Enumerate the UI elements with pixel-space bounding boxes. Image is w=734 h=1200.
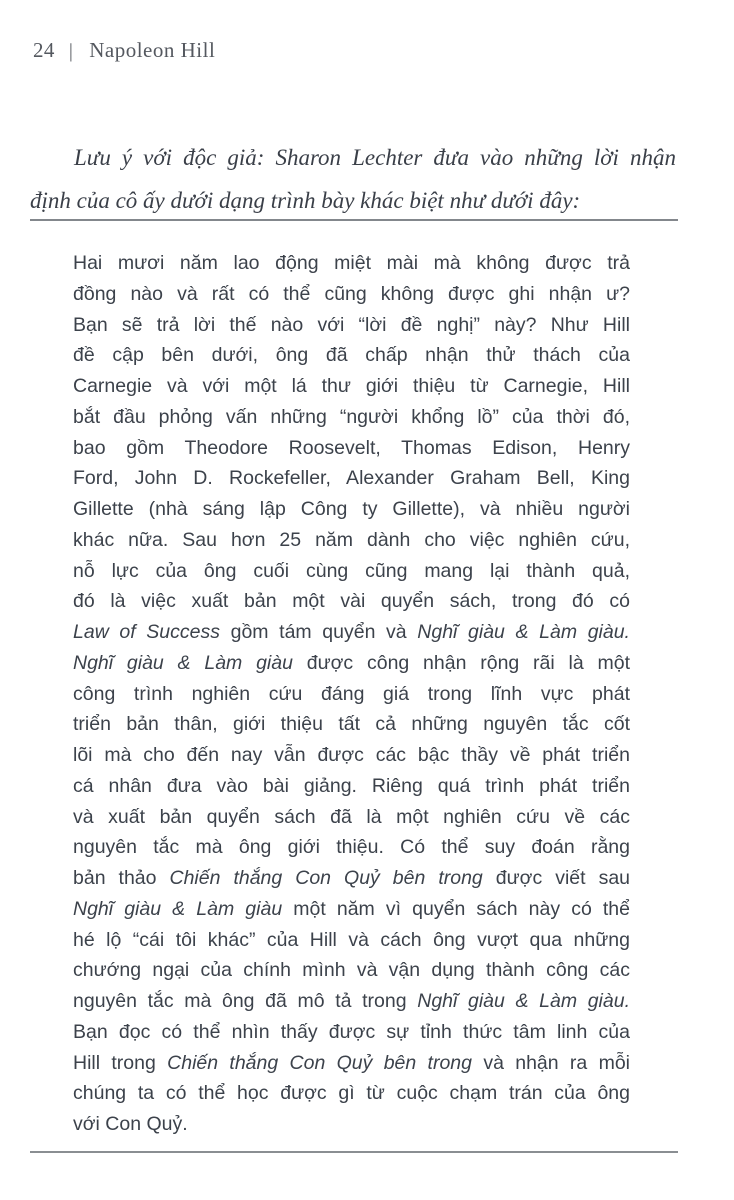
quote-text-run: Hill trong [73,1051,168,1074]
quote-text-run: chúng ta có thể học được gì từ cuộc chạm trán của ông [73,1082,630,1105]
quote-line [73,679,630,710]
quote-text-run: hé lộ “cái tôi khác” của Hill và cách ông vượt qua những [73,928,630,951]
reader-note-line: định của cô ấy dưới dạng trình bày khác biệt như dưới đây: [30,188,581,213]
quote-line [73,986,630,1017]
quote-text-run: triển bản thân, giới thiệu tất cả những nguyên tắc cốt [73,713,630,736]
quote-text-run: lõi mà cho đến nay vẫn được các bậc thầy về phát triển [73,744,630,766]
quote-text-run: nguyên tắc mà ông đã mô tả trong [73,990,418,1012]
quote-text-run: đó là việc xuất bản một vài quyển sách, trong đó có [73,590,630,613]
quote-text-run: Bạn đọc có thể nhìn thấy được sự tỉnh thức tâm linh của [73,1020,630,1043]
quote-line [73,955,630,986]
quote-line [73,340,630,371]
quote-line [73,463,630,494]
quote-line [73,586,630,617]
quote-text-run: một năm vì quyển sách này có thể [282,897,631,920]
quote-text-run: nỗ lực của ông cuối cùng cũng mang lại thành quả, [73,559,630,582]
quote-line [73,402,630,433]
quote-line [73,279,630,310]
quote-line [73,1109,630,1140]
quote-line [73,310,630,341]
quote-line [73,802,630,833]
quote-line [73,894,630,925]
quote-text-run: được viết sau [482,867,631,889]
quote-line [73,248,630,279]
quoted-commentary-block [73,248,630,1140]
quote-text-run: với Con Quỷ. [73,1113,188,1135]
quote-line [73,371,630,402]
book-title-italic: Chiến thắng Con Quỷ bên trong [169,867,483,889]
quote-text-run: bắt đầu phỏng vấn những “người khổng lồ” của thời đó, [73,405,630,428]
quote-text-run: Hai mươi năm lao động miệt mài mà không được trả [73,252,630,274]
running-head-title: Napoleon Hill [89,38,216,62]
book-title-italic: Nghĩ giàu & Làm giàu. [417,621,630,643]
quote-text-run: gồm tám quyển và [219,621,418,643]
quote-text-run: bản thảo [73,867,170,889]
book-title-italic: Law of Success [73,621,220,643]
divider-bottom [30,1151,678,1153]
quote-line [73,1078,630,1109]
reader-note-paragraph [30,136,676,222]
quote-text-run: khác nữa. Sau hơn 25 năm dành cho việc nghiên cứu, [73,528,630,551]
quote-text-run: Bạn sẽ trả lời thế nào với “lời đề nghị” này? Như Hill [73,313,630,336]
running-head [33,38,215,63]
quote-line [73,740,630,771]
quote-line [73,525,630,556]
book-title-italic: Nghĩ giàu & Làm giàu [73,651,293,674]
reader-note-line: Lưu ý với độc giả: Sharon Lechter đưa vào những lời nhận [74,145,676,170]
quote-text-run: cá nhân đưa vào bài giảng. Riêng quá trình phát triển [73,774,630,797]
quote-line [73,617,630,648]
quote-line [73,771,630,802]
book-title-italic: Nghĩ giàu & Làm giàu. [417,990,630,1012]
quote-text-run: chướng ngại của chính mình và vận dụng thành công các [73,959,630,982]
quote-text-run: công trình nghiên cứu đáng giá trong lĩnh vực phát [73,682,630,705]
quote-text-run: và nhận ra mỗi [472,1051,630,1074]
quote-text-run: nguyên tắc mà ông giới thiệu. Có thể suy đoán rằng [73,836,630,859]
book-title-italic: Nghĩ giàu & Làm giàu [73,897,283,920]
quote-line [73,1048,630,1079]
quote-text-run: Ford, John D. Rockefeller, Alexander Graham Bell, King [73,467,630,490]
quote-text-run: bao gồm Theodore Roosevelt, Thomas Edison, Henry [73,436,630,459]
divider-top [30,219,678,221]
header-separator: | [68,40,74,62]
quote-text-run: được công nhận rộng rãi là một [292,651,630,674]
quote-line [73,494,630,525]
quote-line [73,556,630,587]
quote-line [73,433,630,464]
quote-text-run: Gillette (nhà sáng lập Công ty Gillette), và nhiều người [73,498,630,520]
quote-text-run: đồng nào và rất có thể cũng không được ghi nhận ư? [73,282,630,305]
quote-line [73,863,630,894]
quote-line [73,709,630,740]
page-number: 24 [33,38,55,62]
quote-line [73,1017,630,1048]
quote-text-run: Carnegie và với một lá thư giới thiệu từ Carnegie, Hill [73,375,630,397]
quote-line [73,925,630,956]
quote-text-run: đề cập bên dưới, ông đã chấp nhận thử thách của [73,344,630,367]
quote-line [73,648,630,679]
quote-line [73,832,630,863]
quote-text-run: và xuất bản quyển sách đã là một nghiên cứu về các [73,805,630,828]
book-title-italic: Chiến thắng Con Quỷ bên trong [167,1051,472,1074]
